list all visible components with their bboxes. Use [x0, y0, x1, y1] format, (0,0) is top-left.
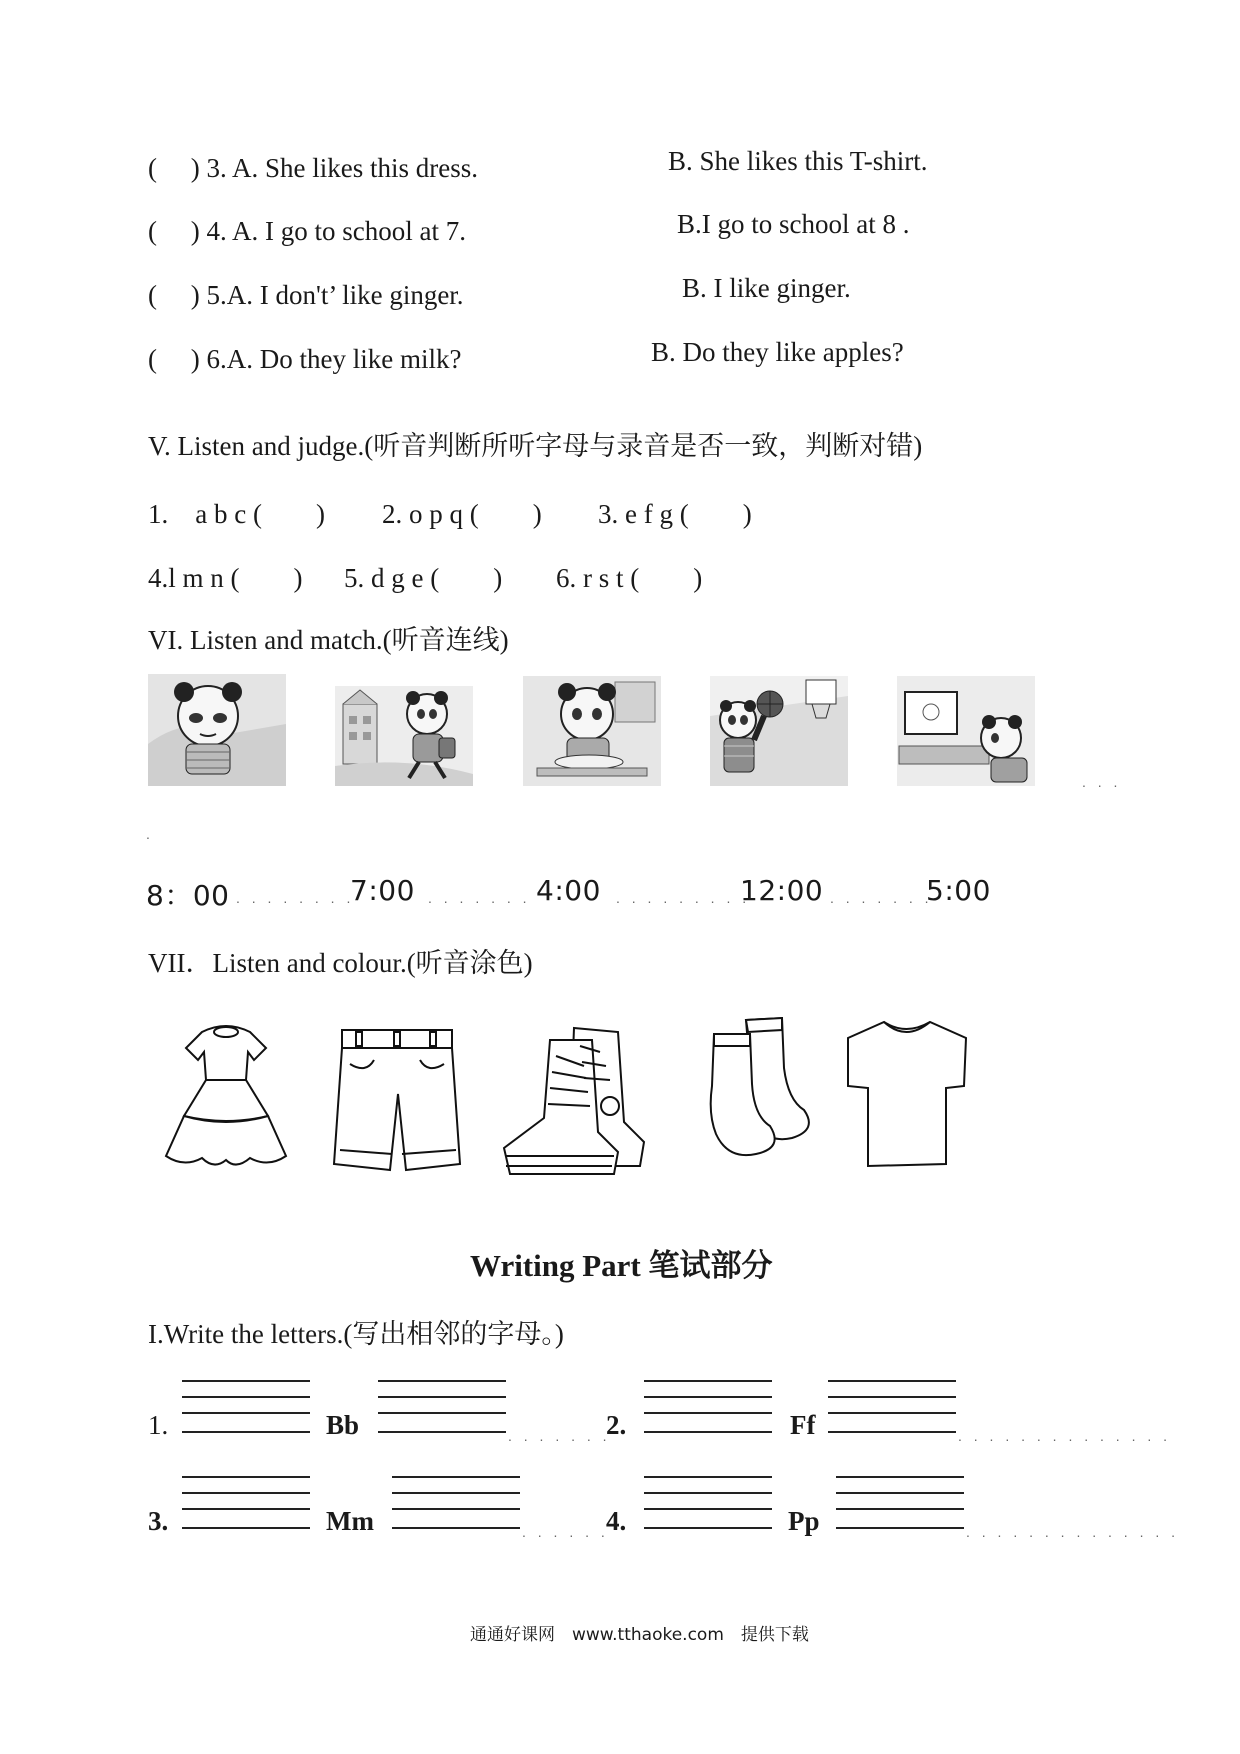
t-shirt-picture[interactable] — [840, 1014, 974, 1172]
section-v-heading: V. Listen and judge.(听音判断所听字母与录音是否一致，判断对错) — [148, 431, 923, 461]
answer-paren[interactable]: ( ) — [148, 344, 200, 374]
leader-dots: . . . . . . — [522, 1524, 609, 1540]
four-line-grid[interactable] — [378, 1380, 508, 1436]
time-label[interactable]: 5:00 — [926, 874, 991, 907]
answer-paren[interactable]: ( ) — [148, 153, 200, 183]
option-b: B. I like ginger. — [682, 273, 851, 303]
shorts-picture[interactable] — [330, 1024, 464, 1174]
time-label[interactable]: 8：00 — [146, 879, 230, 912]
writing-section-i-heading: I.Write the letters.(写出相邻的字母。) — [148, 1319, 564, 1349]
option-b: B. She likes this T-shirt. — [668, 146, 928, 176]
four-line-grid[interactable] — [182, 1380, 312, 1436]
leader-dots: . . . . . . . — [428, 890, 531, 906]
panda-sleeping-picture[interactable] — [148, 674, 286, 786]
answer-paren[interactable]: ( ) — [148, 216, 200, 246]
time-label[interactable]: 4:00 — [536, 874, 601, 907]
four-line-grid[interactable] — [182, 1476, 312, 1532]
item-number: 1. — [148, 1410, 169, 1440]
time-label[interactable]: 7:00 — [350, 874, 415, 907]
four-line-grid[interactable] — [392, 1476, 522, 1532]
four-line-grid[interactable] — [644, 1380, 774, 1436]
choice-row — [148, 209, 466, 248]
panda-basketball-picture[interactable] — [710, 676, 848, 786]
leader-dot: . — [146, 826, 154, 842]
option-b: B. Do they like apples? — [651, 337, 904, 367]
footer-text: 通通好课网 www.tthaoke.com 提供下载 — [470, 1625, 809, 1645]
four-line-grid[interactable] — [644, 1476, 774, 1532]
writing-part-title: Writing Part 笔试部分 — [470, 1248, 773, 1283]
sneakers-picture[interactable] — [500, 1022, 652, 1178]
item-number: 2. — [606, 1410, 627, 1440]
leader-dots: . . . — [1082, 774, 1122, 790]
four-line-grid[interactable] — [828, 1380, 958, 1436]
given-letter: Mm — [326, 1506, 374, 1536]
option-a: 3. A. She likes this dress. — [206, 153, 478, 183]
section-vi-heading: VI. Listen and match.(听音连线) — [148, 625, 509, 655]
four-line-grid[interactable] — [836, 1476, 966, 1532]
leader-dots: . . . . . . . — [508, 1428, 611, 1444]
judge-item[interactable]: 2. o p q ( ) — [382, 499, 542, 529]
given-letter: Bb — [326, 1410, 360, 1440]
option-a: 6.A. Do they like milk? — [206, 344, 462, 374]
given-letter: Ff — [790, 1410, 816, 1440]
time-label[interactable]: 12:00 — [740, 874, 824, 907]
section-vii-heading: VII．Listen and colour.(听音涂色) — [148, 948, 533, 978]
given-letter: Pp — [788, 1506, 820, 1536]
choice-row — [148, 337, 461, 376]
option-a: 4. A. I go to school at 7. — [206, 216, 466, 246]
item-number: 3. — [148, 1506, 169, 1536]
leader-dots: . . . . . . . . . — [616, 890, 751, 906]
judge-item[interactable]: 4.l m n ( ) — [148, 563, 303, 593]
judge-item[interactable]: 6. r s t ( ) — [556, 563, 703, 593]
judge-item[interactable]: 1. a b c ( ) — [148, 499, 325, 529]
choice-row — [148, 273, 464, 312]
leader-dots: . . . . . . . . — [236, 890, 355, 906]
item-number: 4. — [606, 1506, 627, 1536]
leader-dots: . . . . . . . . . . . . . . — [958, 1428, 1172, 1444]
choice-row — [148, 146, 478, 185]
panda-tv-picture[interactable] — [897, 676, 1035, 786]
socks-picture[interactable] — [696, 1014, 816, 1164]
panda-school-picture[interactable] — [335, 686, 473, 786]
judge-item[interactable]: 5. d g e ( ) — [344, 563, 503, 593]
option-b: B.I go to school at 8 . — [677, 209, 910, 239]
dress-picture[interactable] — [156, 1018, 296, 1174]
panda-eating-picture[interactable] — [523, 676, 661, 786]
leader-dots: . . . . . . . . . . . . . . — [966, 1524, 1180, 1540]
leader-dots: . . . . . . . — [830, 890, 933, 906]
option-a: 5.A. I don't’ like ginger. — [206, 280, 464, 310]
judge-item[interactable]: 3. e f g ( ) — [598, 499, 752, 529]
answer-paren[interactable]: ( ) — [148, 280, 200, 310]
